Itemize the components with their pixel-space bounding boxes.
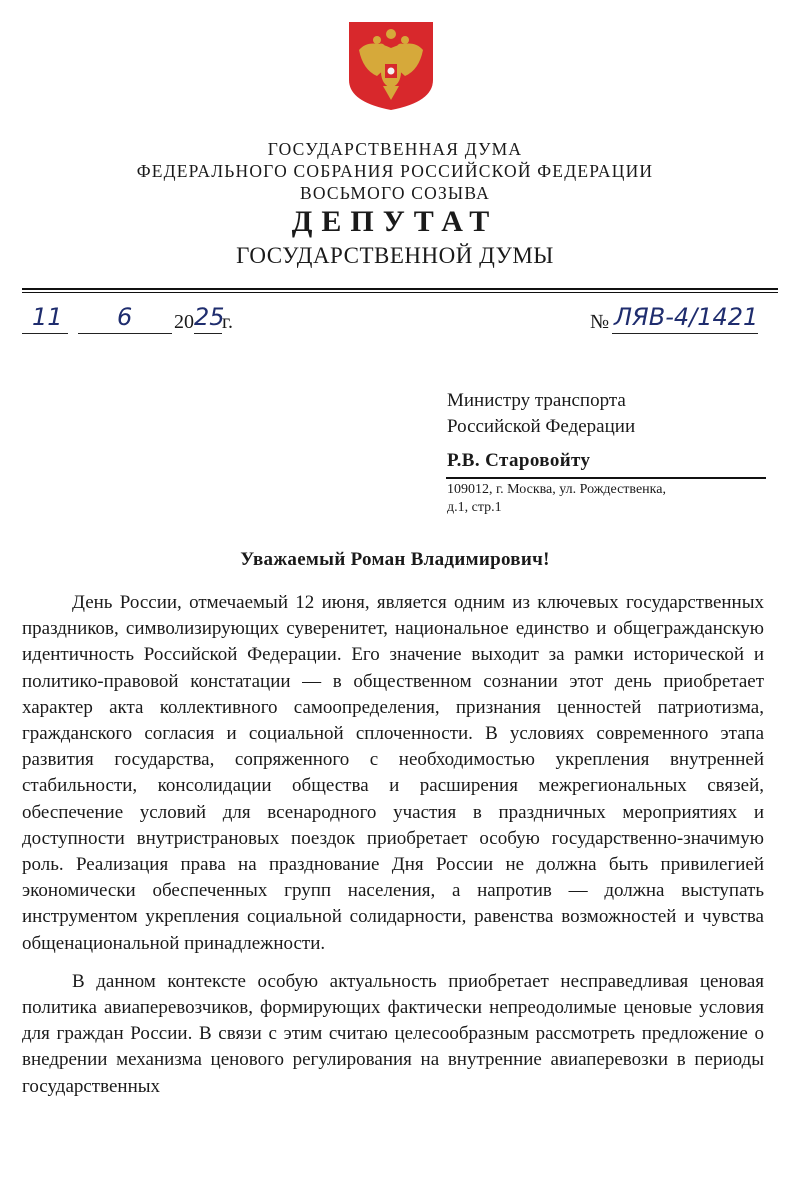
- date-year-suffix: 25: [194, 303, 225, 331]
- salutation: Уважаемый Роман Владимирович!: [240, 549, 550, 570]
- address-line-1: 109012, г. Москва, ул. Рождественка,: [447, 482, 666, 497]
- deputy-title: ДЕПУТАТ: [291, 205, 499, 238]
- letterhead-line-3: ВОСЬМОГО СОЗЫВА: [300, 183, 490, 203]
- reg-number-value: ЛЯВ-4/1421: [614, 303, 759, 331]
- addressee-name: Р.В. Старовойту: [447, 450, 591, 471]
- date-year-prefix: 20: [174, 311, 194, 333]
- addressee-rule: [446, 477, 766, 479]
- letter-body: [22, 590, 764, 1112]
- addressee-block: [447, 388, 777, 474]
- header-rule-thin: [22, 292, 778, 293]
- date-year-unit: г.: [222, 311, 233, 333]
- coat-of-arms-emblem: [347, 20, 435, 112]
- letterhead-line-2: ФЕДЕРАЛЬНОГО СОБРАНИЯ РОССИЙСКОЙ ФЕДЕРАЦИИ: [136, 161, 654, 181]
- addressee-position-1: Министру транспорта: [447, 390, 626, 411]
- date-field: [22, 305, 262, 339]
- date-month: 6: [117, 303, 133, 331]
- reg-number-label: №: [590, 311, 610, 333]
- header-rule-thick: [22, 288, 778, 290]
- letterhead: [0, 138, 790, 204]
- paragraph: В данном контексте особую актуальность приобретает несправедливая ценовая политика авиаперевозчиков, формирующих фактически непреодолимые ценовые условия для граждан России. В связи с этим считаю целесообразным рассмотреть предложение о внедрении механизма ценового регулирования на внутренние авиаперевозки в периоды государственных: [22, 970, 764, 1097]
- letterhead-line-1: ГОСУДАРСТВЕННАЯ ДУМА: [267, 139, 523, 159]
- paragraph: День России, отмечаемый 12 июня, является одним из ключевых государственных праздников, символизирующих суверенитет, национальное единство и общегражданскую идентичность Российской Федерации. Его значение выходит за рамки исторической и политико-правовой констатации — в общественном сознании этот день приобретает характер акта коллективного самоопределения, признания ценностей патриотизма, гражданского согласия и социальной сплоченности. В условиях современного этапа развития государства, сопряженного с необходимостью укрепления внутренней стабильности, консолидации общества и расширения межрегиональных связей, обеспечение условий для всенародного участия в праздничных мероприятиях и доступности внутристрановых поездок приобретает особую государственно-значимую роль. Реализация права на празднование Дня России не должна быть привилегией экономически обеспеченных групп населения, а напротив — должна выступать инструментом укрепления социальной солидарности, равенства возможностей и чувства общенациональной принадлежности.: [22, 592, 764, 954]
- date-day: 11: [32, 303, 63, 331]
- registration-number-field: [590, 305, 770, 339]
- deputy-subtitle: ГОСУДАРСТВЕННОЙ ДУМЫ: [236, 243, 554, 268]
- addressee-position-2: Российской Федерации: [447, 416, 636, 437]
- address-line-2: д.1, стр.1: [447, 500, 502, 515]
- addressee-address: [447, 481, 767, 517]
